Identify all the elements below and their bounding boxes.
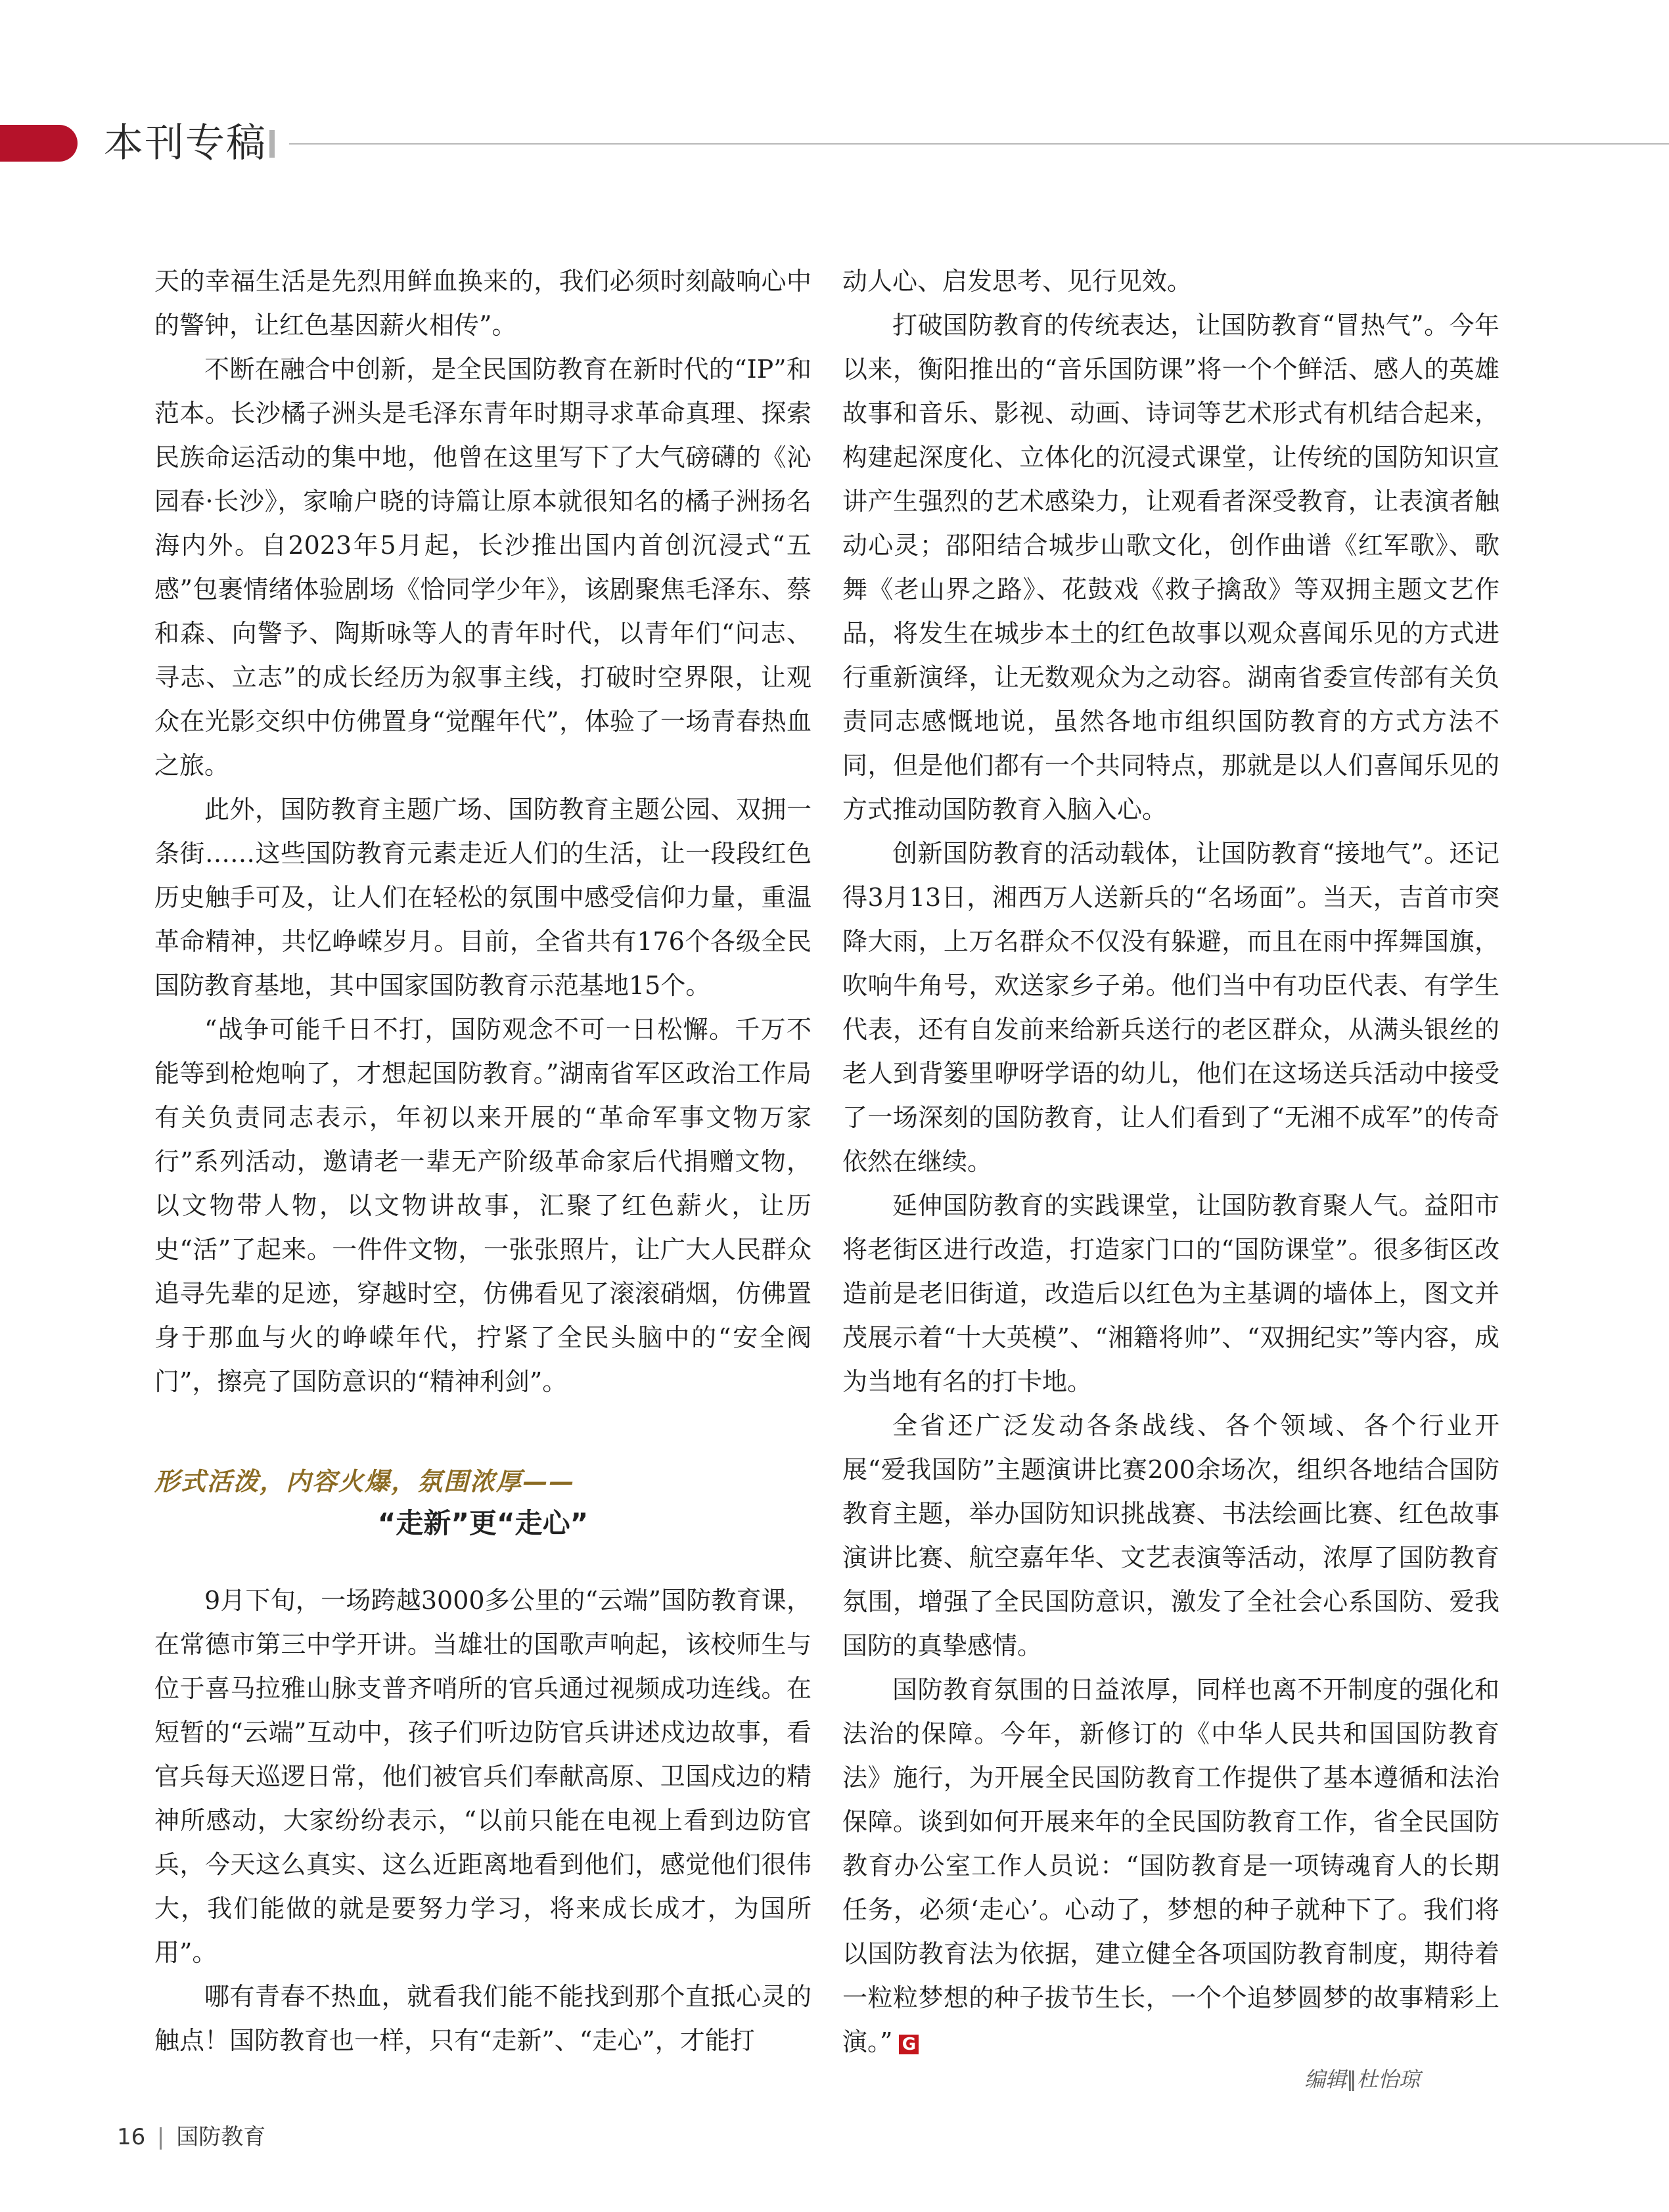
- paragraph: 此外，国防教育主题广场、国防教育主题公园、双拥一条街……这些国防教育元素走近人们的生活，让一段段红色历史触手可及，让人们在轻松的氛围中感受信仰力量，重温革命精神，共忆峥嵘岁月。目前，全省共有176个各级全民国防教育基地，其中国家国防教育示范基地15个。: [154, 795, 812, 1000]
- page-number: 16: [117, 2124, 146, 2150]
- paragraph: 9月下旬，一场跨越3000多公里的“云端”国防教育课，在常德市第三中学开讲。当雄壮的国歌声响起，该校师生与位于喜马拉雅山脉支普齐哨所的官兵通过视频成功连线。在短暂的“云端”互动中，孩子们听边防官兵讲述戍边故事，看官兵每天巡逻日常，他们被官兵们奉献高原、卫国戍边的精神所感动，大家纷纷表示，“以前只能在电视上看到边防官兵，今天这么真实、这么近距离地看到他们，感觉他们很伟大，我们能做的就是要努力学习，将来成长成才，为国所用”。: [154, 1586, 812, 1967]
- paragraph-text: 国防教育氛围的日益浓厚，同样也离不开制度的强化和法治的保障。今年，新修订的《中华人民共和国国防教育法》施行，为开展全民国防教育工作提供了基本遵循和法治保障。谈到如何开展来年的全民国防教育工作，省全民国防教育办公室工作人员说：“国防教育是一项铸魂育人的长期任务，必须‘走心’。心动了，梦想的种子就种下了。我们将以国防教育法为依据，建立健全各项国防教育制度，期待着一粒粒梦想的种子拔节生长，一个个追梦圆梦的故事精彩上演。”: [842, 1675, 1499, 2056]
- paragraph: 创新国防教育的活动载体，让国防教育“接地气”。还记得3月13日，湘西万人送新兵的“名场面”。当天，吉首市突降大雨，上万名群众不仅没有躲避，而且在雨中挥舞国旗，吹响牛角号，欢送家乡子弟。他们当中有功臣代表、有学生代表，还有自发前来给新兵送行的老区群众，从满头银丝的老人到背篓里咿呀学语的幼儿，他们在这场送兵活动中接受了一场深刻的国防教育，让人们看到了“无湘不成军”的传奇依然在继续。: [842, 839, 1499, 1176]
- paragraph-final: [842, 1668, 1499, 2064]
- paragraph: 延伸国防教育的实践课堂，让国防教育聚人气。益阳市将老街区进行改造，打造家门口的“国防课堂”。很多街区改造前是老旧街道，改造后以红色为主基调的墙体上，图文并茂展示着“十大英模”、“湘籍将帅”、“双拥纪实”等内容，成为当地有名的打卡地。: [842, 1191, 1499, 1396]
- left-column: [154, 260, 812, 2063]
- end-mark-icon: G: [899, 2035, 919, 2054]
- paragraph: 不断在融合中创新，是全民国防教育在新时代的“IP”和范本。长沙橘子洲头是毛泽东青年时期寻求革命真理、探索民族命运活动的集中地，他曾在这里写下了大气磅礴的《沁园春·长沙》，家喻户晓的诗篇让原本就很知名的橘子洲扬名海内外。自2023年5月起，长沙推出国内首创沉浸式“五感”包裹情绪体验剧场《恰同学少年》，该剧聚焦毛泽东、蔡和森、向警予、陶斯咏等人的青年时代，以青年们“问志、寻志、立志”的成长经历为叙事主线，打破时空界限，让观众在光影交织中仿佛置身“觉醒年代”，体验了一场青春热血之旅。: [154, 355, 812, 780]
- header-rule: [289, 143, 1669, 145]
- magazine-name: 国防教育: [176, 2124, 266, 2150]
- footer-separator: [160, 2127, 162, 2150]
- paragraph: 天的幸福生活是先烈用鲜血换来的，我们必须时刻敲响心中的警钟，让红色基因薪火相传”。: [154, 267, 812, 340]
- paragraph: 动人心、启发思考、见行见效。: [842, 267, 1193, 296]
- paragraph: 哪有青春不热血，就看我们能不能找到那个直抵心灵的触点！国防教育也一样，只有“走新”、“走心”，才能打: [154, 1982, 812, 2055]
- paragraph: 打破国防教育的传统表达，让国防教育“冒热气”。今年以来，衡阳推出的“音乐国防课”将一个个鲜活、感人的英雄故事和音乐、影视、动画、诗词等艺术形式有机结合起来，构建起深度化、立体化的沉浸式课堂，让传统的国防知识宣讲产生强烈的艺术感染力，让观看者深受教育，让表演者触动心灵；邵阳结合城步山歌文化，创作曲谱《红军歌》、歌舞《老山界之路》、花鼓戏《救子擒敌》等双拥主题文艺作品，将发生在城步本土的红色故事以观众喜闻乐见的方式进行重新演绎，让无数观众为之动容。湖南省委宣传部有关负责同志感慨地说，虽然各地市组织国防教育的方式方法不同，但是他们都有一个共同特点，那就是以人们喜闻乐见的方式推动国防教育入脑入心。: [842, 311, 1499, 824]
- header-separator: [269, 130, 275, 158]
- editor-credit: 编辑∥杜怡琼: [1304, 2067, 1421, 2092]
- subheading-line1: 形式活泼，内容火爆，氛围浓厚——: [154, 1466, 576, 1496]
- page-footer: [117, 2119, 265, 2151]
- section-title: 本刊专稿: [104, 120, 267, 166]
- paragraph: 全省还广泛发动各条战线、各个领域、各个行业开展“爱我国防”主题演讲比赛200余场次，组织各地结合国防教育主题，举办国防知识挑战赛、书法绘画比赛、红色故事演讲比赛、航空嘉年华、文艺表演等活动，浓厚了国防教育氛围，增强了全民国防意识，激发了全社会心系国防、爱我国防的真挚感情。: [842, 1411, 1499, 1660]
- section-color-tab: [0, 125, 78, 162]
- right-column: [842, 260, 1499, 2064]
- subheading-line2: “走新”更“走心”: [377, 1507, 589, 1539]
- paragraph: “战争可能千日不打，国防观念不可一日松懈。千万不能等到枪炮响了，才想起国防教育。”湖南省军区政治工作局有关负责同志表示，年初以来开展的“革命军事文物万家行”系列活动，邀请老一辈无产阶级革命家后代捐赠文物，以文物带人物，以文物讲故事，汇聚了红色薪火，让历史“活”了起来。一件件文物，一张张照片，让广大人民群众追寻先辈的足迹，穿越时空，仿佛看见了滚滚硝烟，仿佛置身于那血与火的峥嵘年代，拧紧了全民头脑中的“安全阀门”，擦亮了国防意识的“精神利剑”。: [154, 1015, 812, 1396]
